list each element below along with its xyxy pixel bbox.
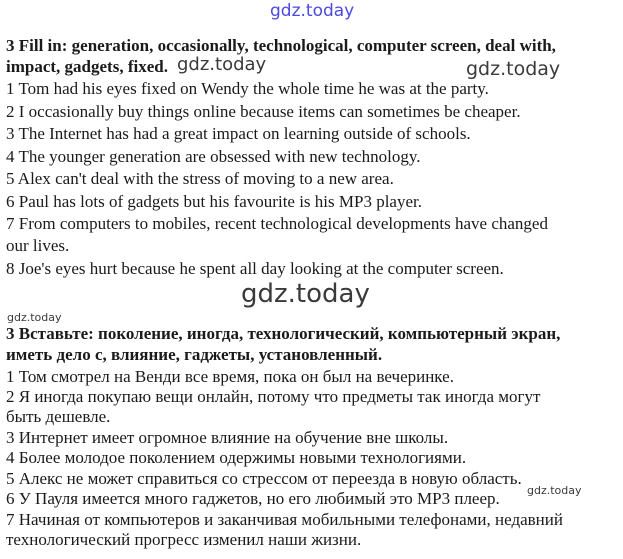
watermark-top: gdz.today: [270, 1, 355, 21]
russian-line-7-cont: технологический прогресс изменил наши жизни.: [6, 530, 362, 549]
watermark-center: gdz.today: [241, 279, 370, 309]
russian-line-3: 3 Интернет имеет огромное влияние на обучение вне школы.: [6, 428, 449, 447]
watermark-small-right: gdz.today: [527, 484, 582, 497]
english-line-1: 1 Tom had his eyes fixed on Wendy the whole time he was at the party.: [6, 79, 489, 98]
watermark-b: gdz.today: [466, 58, 561, 80]
russian-line-2: 2 Я иногда покупаю вещи онлайн, потому что предметы так иногда могут: [6, 387, 541, 406]
english-line-6: 6 Paul has lots of gadgets but his favourite is his MP3 player.: [6, 192, 422, 211]
russian-line-4: 4 Более молодое поколением одержимы новыми технологиями.: [6, 448, 467, 467]
english-line-3: 3 The Internet has had a great impact on learning outside of schools.: [6, 124, 471, 143]
russian-heading-line2: иметь дело с, влияние, гаджеты, установленный.: [6, 345, 383, 364]
russian-line-1: 1 Том смотрел на Венди все время, пока он был на вечеринке.: [6, 367, 454, 386]
english-line-4: 4 The younger generation are obsessed with new technology.: [6, 147, 421, 166]
english-line-7: 7 From computers to mobiles, recent technological developments have changed: [6, 214, 548, 233]
watermark-small-left: gdz.today: [7, 311, 62, 324]
english-heading-line1: 3 Fill in: generation, occasionally, technological, computer screen, deal with,: [6, 36, 556, 55]
russian-line-5: 5 Алекс не может справиться со стрессом от переезда в новую область.: [6, 469, 522, 488]
russian-line-6: 6 У Пауля имеется много гаджетов, но его любимый это MP3 плеер.: [6, 489, 500, 508]
english-line-2: 2 I occasionally buy things online because items can sometimes be cheaper.: [6, 102, 521, 121]
watermark-a: gdz.today: [177, 54, 267, 75]
russian-line-7: 7 Начиная от компьютеров и заканчивая мобильными телефонами, недавний: [6, 510, 563, 529]
russian-heading-line1: 3 Вставьте: поколение, иногда, технологический, компьютерный экран,: [6, 324, 561, 343]
russian-line-2-cont: быть дешевле.: [6, 407, 111, 426]
english-line-8: 8 Joe's eyes hurt because he spent all day looking at the computer screen.: [6, 259, 504, 278]
english-line-7-cont: our lives.: [6, 236, 70, 255]
english-heading-line2: impact, gadgets, fixed.: [6, 57, 168, 76]
english-line-5: 5 Alex can't deal with the stress of moving to a new area.: [6, 169, 394, 188]
